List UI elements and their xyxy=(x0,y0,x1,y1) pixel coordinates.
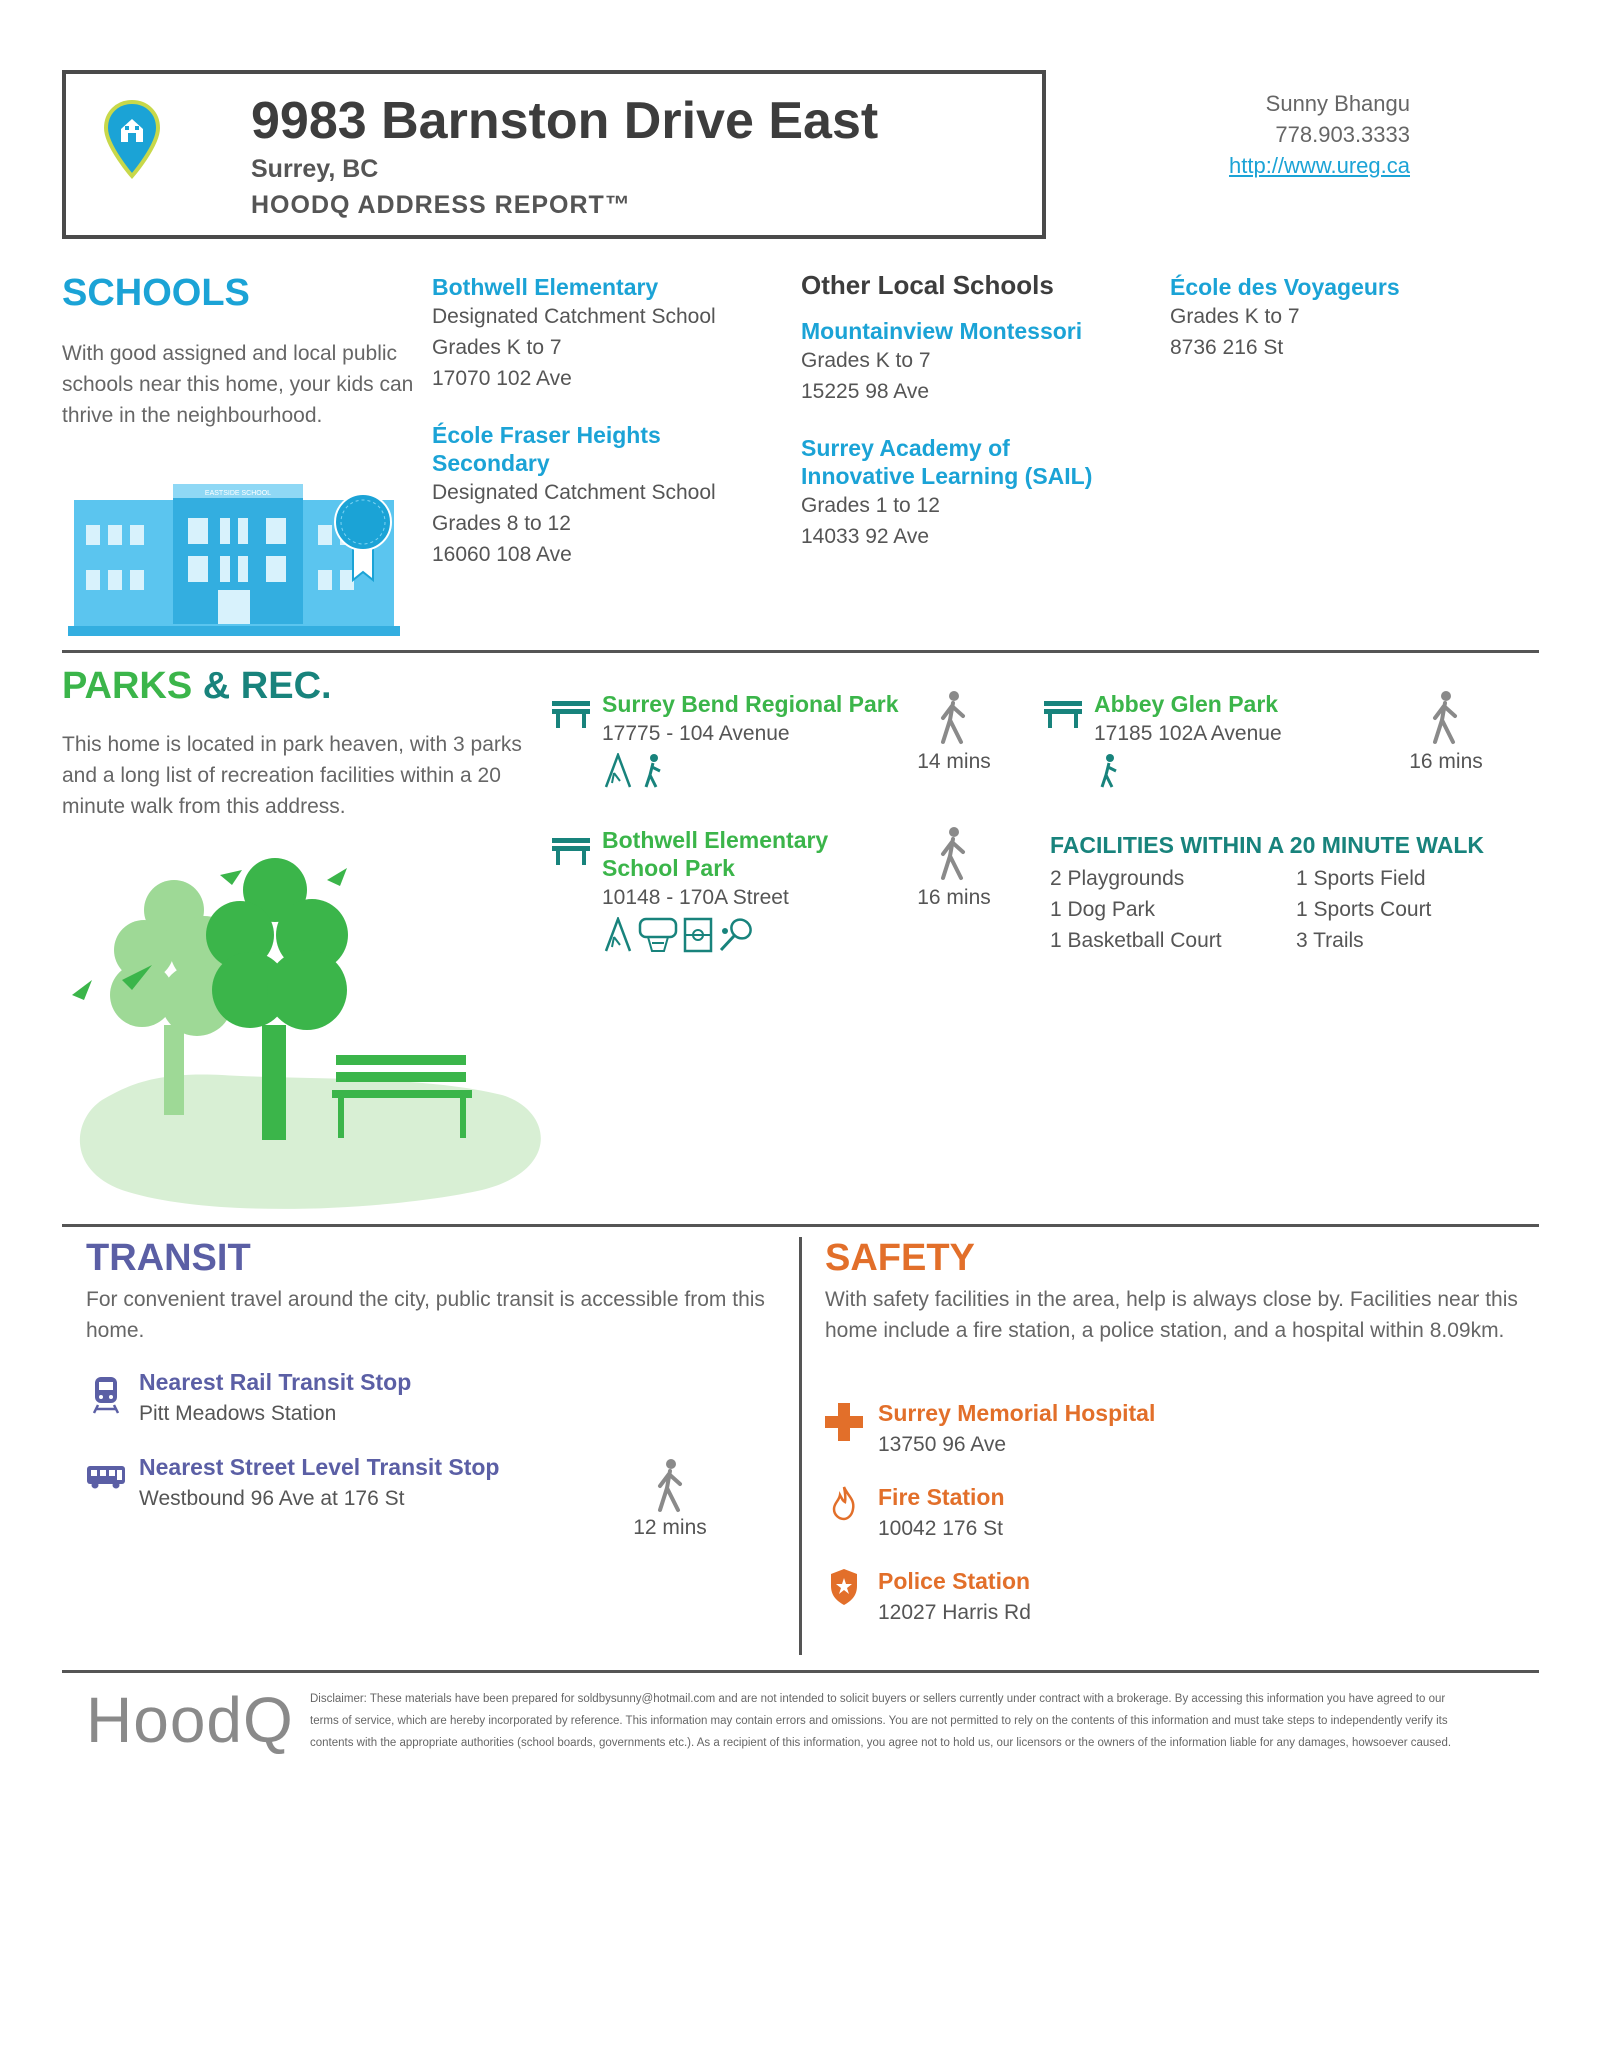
police-badge-icon xyxy=(829,1568,859,1606)
school-address: 14033 92 Ave xyxy=(801,525,930,548)
park-name[interactable]: Bothwell Elementary xyxy=(602,827,829,853)
park-name[interactable]: Surrey Bend Regional Park xyxy=(602,691,899,717)
address-header-box xyxy=(62,70,1046,239)
park-address: 17775 - 104 Avenue xyxy=(602,722,790,745)
school-name[interactable]: Mountainview Montessori xyxy=(801,318,1083,344)
safety-facility-address: 12027 Harris Rd xyxy=(878,1601,1031,1624)
school-address: 8736 216 St xyxy=(1170,336,1284,359)
safety-facility-name[interactable]: Fire Station xyxy=(878,1484,1005,1510)
facilities-heading: FACILITIES WITHIN A 20 MINUTE WALK xyxy=(1050,832,1485,858)
bus-icon xyxy=(86,1464,126,1490)
school-type: Designated Catchment School xyxy=(432,305,716,328)
school-name-cont[interactable]: Secondary xyxy=(432,450,550,476)
facility-item: 2 Playgrounds xyxy=(1050,867,1185,890)
hiker-icon xyxy=(638,753,666,789)
transit-heading: TRANSIT xyxy=(86,1237,251,1279)
school-grades: Grades 1 to 12 xyxy=(801,494,940,517)
school-sign-text: EASTSIDE SCHOOL xyxy=(204,490,272,497)
school-grades: Grades K to 7 xyxy=(1170,305,1300,328)
walking-person-icon xyxy=(652,1458,688,1514)
transit-intro: For convenient travel around the city, public transit is accessible from this home. xyxy=(86,1288,765,1342)
school-name[interactable]: École Fraser Heights xyxy=(432,422,661,448)
school-grades: Grades 8 to 12 xyxy=(432,512,571,535)
safety-facility-address: 10042 176 St xyxy=(878,1517,1003,1540)
park-illustration xyxy=(62,850,562,1210)
home-pin-icon xyxy=(104,100,160,180)
rail-transit-stop: Pitt Meadows Station xyxy=(139,1402,337,1425)
school-name-cont[interactable]: Innovative Learning (SAIL) xyxy=(801,463,1093,489)
school-address: 16060 108 Ave xyxy=(432,543,572,566)
rail-transit-label[interactable]: Nearest Rail Transit Stop xyxy=(139,1369,412,1395)
address-title: 9983 Barnston Drive East xyxy=(251,92,879,150)
section-divider xyxy=(62,650,1539,653)
section-divider xyxy=(62,1670,1539,1673)
schools-intro: With good assigned and local public schools near this home, your kids can thrive in the neighbourhood. xyxy=(62,342,414,427)
park-address: 17185 102A Avenue xyxy=(1094,722,1282,745)
safety-intro: With safety facilities in the area, help is always close by. Facilities near this home include a fire station, a police station, and a hospital within 8.09km. xyxy=(825,1288,1518,1342)
tennis-icon xyxy=(717,917,755,953)
walk-time: 14 mins xyxy=(917,750,991,773)
street-transit-label[interactable]: Nearest Street Level Transit Stop xyxy=(139,1454,500,1480)
school-name[interactable]: Bothwell Elementary xyxy=(432,274,659,300)
bench-icon xyxy=(1044,701,1082,729)
agent-website-link[interactable]: http://www.ureg.ca xyxy=(1229,153,1410,178)
park-name[interactable]: Abbey Glen Park xyxy=(1094,691,1279,717)
school-address: 17070 102 Ave xyxy=(432,367,572,390)
school-building-illustration xyxy=(68,470,408,640)
walk-time: 12 mins xyxy=(633,1516,707,1539)
walk-time: 16 mins xyxy=(917,886,991,909)
safety-facility-name[interactable]: Surrey Memorial Hospital xyxy=(878,1400,1156,1426)
bench-icon xyxy=(552,838,590,866)
hiker-icon xyxy=(1094,753,1122,789)
train-icon xyxy=(92,1375,120,1415)
basketball-icon xyxy=(638,917,678,953)
playground-icon xyxy=(602,753,634,789)
parks-intro: This home is located in park heaven, with 3 parks and a long list of recreation facilities within a 20 minute walk from this address. xyxy=(62,733,522,818)
hospital-cross-icon xyxy=(825,1403,863,1441)
agent-name: Sunny Bhangu xyxy=(1265,91,1410,116)
facility-item: 1 Basketball Court xyxy=(1050,929,1222,952)
fire-icon xyxy=(831,1485,857,1521)
street-transit-stop: Westbound 96 Ave at 176 St xyxy=(139,1487,405,1510)
facility-item: 1 Dog Park xyxy=(1050,898,1156,921)
facility-item: 1 Sports Court xyxy=(1296,898,1432,921)
safety-facility-name[interactable]: Police Station xyxy=(878,1568,1031,1594)
schools-heading: SCHOOLS xyxy=(62,272,250,314)
park-address: 10148 - 170A Street xyxy=(602,886,789,909)
park-name-cont[interactable]: School Park xyxy=(602,855,735,881)
report-label: HOODQ ADDRESS REPORT™ xyxy=(251,191,631,219)
other-schools-heading: Other Local Schools xyxy=(801,270,1054,300)
school-grades: Grades K to 7 xyxy=(432,336,562,359)
school-address: 15225 98 Ave xyxy=(801,380,930,403)
field-icon xyxy=(683,917,713,953)
school-name[interactable]: Surrey Academy of xyxy=(801,435,1010,461)
agent-phone: 778.903.3333 xyxy=(1275,122,1410,147)
section-divider xyxy=(62,1224,1539,1227)
column-divider xyxy=(799,1237,802,1655)
bench-icon xyxy=(552,701,590,729)
walking-person-icon xyxy=(935,826,971,882)
hoodq-logo: HoodQ xyxy=(86,1684,294,1756)
safety-facility-address: 13750 96 Ave xyxy=(878,1433,1007,1456)
school-type: Designated Catchment School xyxy=(432,481,716,504)
playground-icon xyxy=(602,917,634,953)
address-city: Surrey, BC xyxy=(251,155,379,183)
facility-item: 3 Trails xyxy=(1296,929,1364,952)
walk-time: 16 mins xyxy=(1409,750,1483,773)
disclaimer: Disclaimer: These materials have been prepared for soldbysunny@hotmail.com and are not intended to solicit buyers or sellers currently under contract with a brokerage. By accessing this information you have agreed to our terms of service, which are hereby incorporated by reference. This information may contain errors and omissions. You are not permitted to rely on the contents of this information and must take steps to independently verify its contents with the appropriate authorities (school boards, governments etc.). As a recipient of this information, you agree not to hold us, our licensors or the owners of the information liable for any damages, howsoever caused. xyxy=(310,1693,1452,1749)
facility-item: 1 Sports Field xyxy=(1296,867,1426,890)
school-grades: Grades K to 7 xyxy=(801,349,931,372)
walking-person-icon xyxy=(1427,690,1463,746)
safety-heading: SAFETY xyxy=(825,1237,975,1279)
walking-person-icon xyxy=(935,690,971,746)
parks-heading: PARKS & REC. xyxy=(62,665,332,707)
school-name[interactable]: École des Voyageurs xyxy=(1170,274,1400,300)
